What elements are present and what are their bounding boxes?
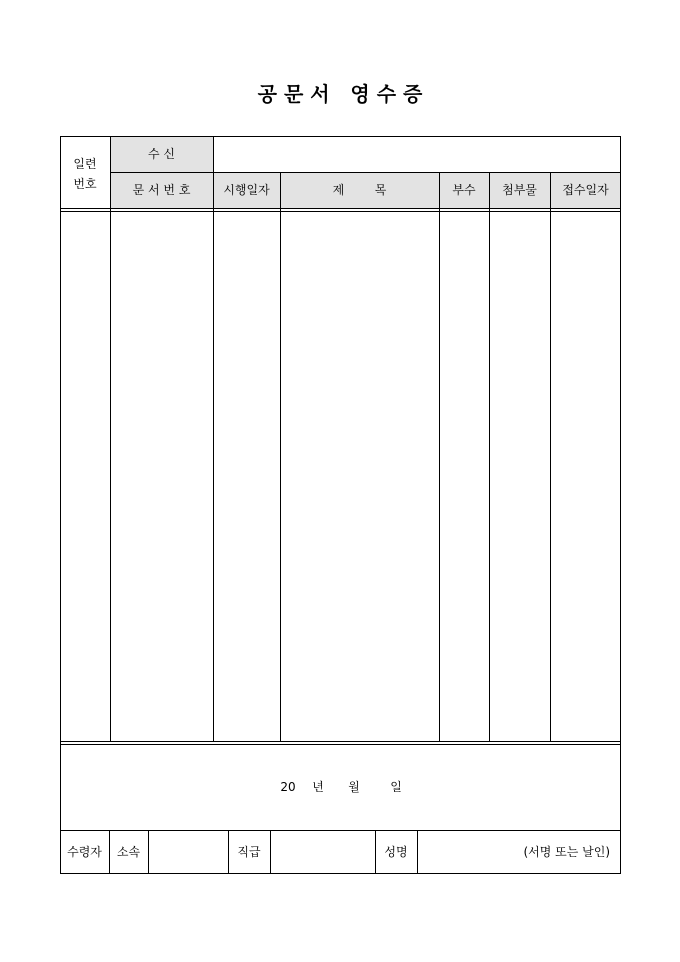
serial-label-top: 일련 — [73, 157, 97, 171]
column-header-issue-date: 시행일자 — [223, 183, 270, 197]
serial-label-bottom: 번호 — [73, 177, 97, 191]
date-column-rule — [280, 172, 281, 742]
subject-column-rule — [439, 172, 440, 742]
serial-column-rule — [110, 136, 111, 742]
column-header-attachments: 첨부물 — [502, 183, 537, 197]
affiliation-field[interactable] — [148, 845, 228, 859]
header-bottom-double-rule — [60, 208, 621, 212]
column-header-document-number: 문 서 번 호 — [132, 183, 191, 197]
body-bottom-double-rule — [60, 741, 621, 745]
recipient-label: 수 신 — [148, 147, 175, 161]
receipt-form — [60, 136, 621, 874]
recipient-field[interactable] — [213, 147, 621, 161]
copies-column-rule — [489, 172, 490, 742]
column-header-receipt-date: 접수일자 — [562, 183, 609, 197]
column-header-subject: 제 목 — [332, 183, 387, 197]
document-title: 공 문 서 영 수 증 — [257, 82, 423, 106]
signature-field[interactable] — [417, 832, 621, 872]
date-year-prefix: 20 — [280, 780, 296, 794]
position-label: 직급 — [237, 845, 261, 859]
docno-column-rule — [213, 172, 214, 742]
receiver-label: 수령자 — [67, 845, 102, 859]
date-month-label: 월 — [348, 780, 360, 794]
affiliation-label: 소속 — [116, 845, 141, 859]
footer-divider — [60, 830, 621, 831]
date-day-label: 일 — [390, 780, 402, 794]
position-field[interactable] — [270, 845, 375, 859]
attachment-column-rule — [550, 172, 551, 742]
form-border — [60, 136, 621, 874]
name-label: 성명 — [384, 845, 408, 859]
column-header-copies: 부수 — [452, 183, 476, 197]
header-divider — [110, 172, 621, 173]
date-year-label: 년 — [312, 780, 324, 794]
signature-note: (서명 또는 날인) — [523, 845, 610, 859]
